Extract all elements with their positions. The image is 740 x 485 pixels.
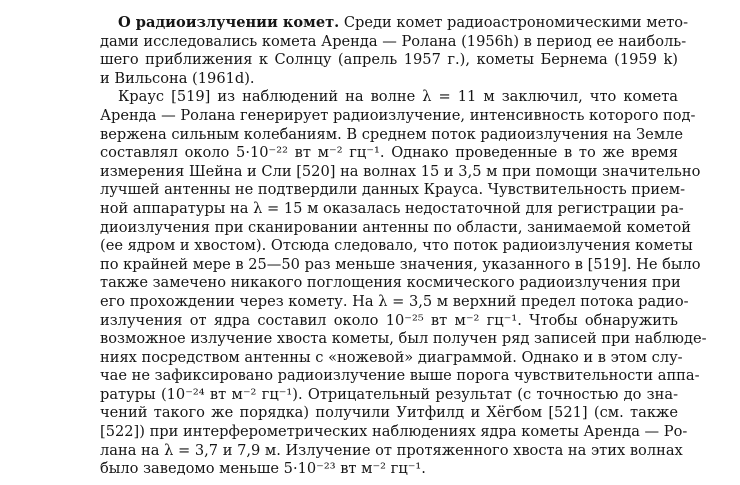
text-line: излучения от ядра составил около 10⁻²⁵ вт м⁻² гц⁻¹. Чтобы обнаружить [100, 311, 678, 329]
paragraph-comet-radio-intro [100, 14, 689, 88]
text-line: чений такого же порядка) получили Уитфилд и Хёгбом [521] (см. также [100, 404, 678, 422]
text-line: (ее ядром и хвостом). Отсюда следовало, что поток радиоизлучения кометы [100, 237, 693, 255]
text-line: Краус [519] из наблюдений на волне λ = 11 м заключил, что комета [118, 88, 678, 106]
text-line: чае не зафиксировано радиоизлучение выше порога чувствительности аппа- [100, 367, 700, 385]
text-line: вержена сильным колебаниям. В среднем поток радиоизлучения на Земле [100, 125, 684, 143]
text-line: по крайней мере в 25—50 раз меньше значения, указанного в [519]. Не было [100, 255, 701, 273]
text-line: было заведомо меньше 5·10⁻²³ вт м⁻² гц⁻¹. [100, 460, 426, 478]
text-line: ниях посредством антенны с «ножевой» диаграммой. Однако и в этом слу- [100, 348, 683, 366]
text-line: О радиоизлучении комет. Среди комет радиоастрономическими мето- [118, 14, 689, 31]
text-line: [522]) при интерферометрических наблюдениях ядра кометы Аренда — Ро- [100, 423, 688, 441]
text-line: шего приближения к Солнцу (апрель 1957 г.), кометы Бернема (1959 k) [100, 51, 678, 69]
text-line: ной аппаратуры на λ = 15 м оказалась недостаточной для регистрации ра- [100, 199, 684, 217]
text-line: составлял около 5·10⁻²² вт м⁻² гц⁻¹. Однако проведенные в то же время [100, 144, 678, 162]
text-line: ратуры (10⁻²⁴ вт м⁻² гц⁻¹). Отрицательный результат (с точностью до зна- [100, 385, 678, 403]
text-line: лана на λ = 3,7 и 7,9 м. Излучение от протяженного хвоста на этих волнах [100, 441, 683, 459]
text-line: измерения Шейна и Сли [520] на волнах 15 и 3,5 м при помощи значительно [100, 162, 701, 180]
paragraph-kraus-observations [100, 88, 707, 478]
text-line: Аренда — Ролана генерирует радиоизлучение, интенсивность которого под- [100, 106, 696, 124]
text-line: возможное излучение хвоста кометы, был получен ряд записей при наблюде- [100, 330, 707, 348]
document-page [100, 14, 707, 479]
text-line: и Вильсона (1961d). [100, 69, 255, 87]
text-line: дами исследовались комета Аренда — Ролана (1956h) в период ее наиболь- [100, 32, 687, 50]
text-line: диоизлучения при сканировании антенны по области, занимаемой кометой [100, 218, 691, 236]
text-line: лучшей антенны не подтвердили данных Крауса. Чувствительность прием- [100, 181, 685, 199]
section-heading: О радиоизлучении комет. [118, 14, 340, 31]
text-line: также замечено никакого поглощения космического радиоизлучения при [100, 274, 681, 292]
text-line: его прохождении через комету. На λ = 3,5 м верхний предел потока радио- [100, 292, 689, 310]
